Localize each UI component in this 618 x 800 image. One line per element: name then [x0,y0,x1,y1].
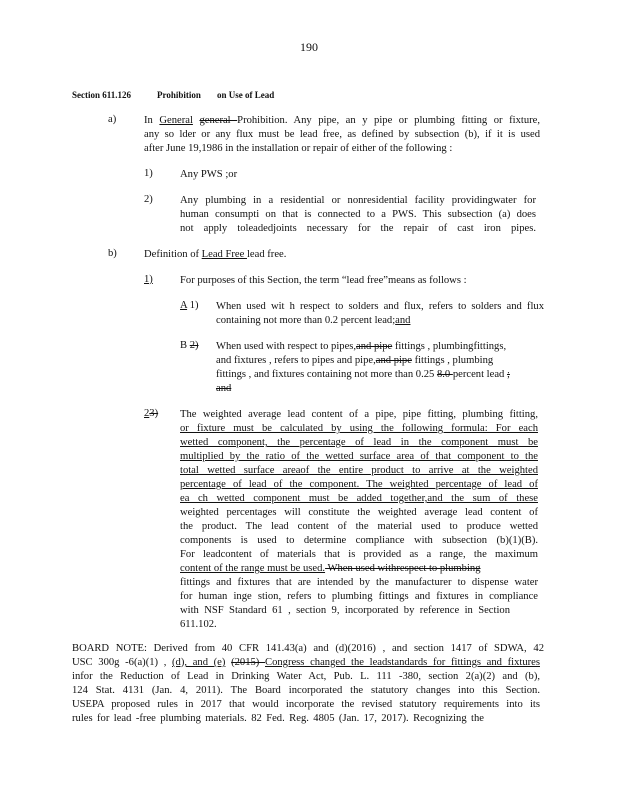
subsection-a-line-3: after June 19,1986 in the installation or repair of either of the following : [144,143,453,154]
item-a1-text: Any PWS ;or [180,169,238,180]
item-b2-line-10: components is used to determine compliance with subsection (b)(1)(B). [180,535,538,546]
deleted-text: and pipe [375,355,412,366]
item-b2-line-12 [180,562,481,576]
item-b2-line-15: with NSF Standard 61 , section 9, incorporated by reference in Section [180,605,510,616]
page-number: 190 [300,40,318,54]
item-b1-label: 1) [144,274,153,285]
section-title-prohibition: Prohibition [157,90,201,100]
item-b2-line-8: weighted percentages will constitute the weighted average lead content of [180,507,538,518]
item-b2-line-5: total wetted surface areaof the entire product to arrive at the weighted [180,465,538,476]
definition-heading: Definition of Lead Free lead free. [144,249,287,260]
board-note-line-2: USC 300g -6(a)(1) , (d), and (e) (2015) Congress changed the leadstandards for fittings and fixtures [72,657,540,668]
inserted-text: General [159,115,193,126]
item-b2-line-1: The weighted average lead content of a pipe, pipe fitting, plumbing fitting, [180,409,538,420]
item-b1-text: For purposes of this Section, the term “lead free”means as follows : [180,275,467,286]
item-b1a-label: A 1) [180,300,199,311]
inserted-text: Congress changed the leadstandards for fittings and fixtures [265,657,540,668]
deleted-text: (2015) [231,657,265,668]
item-b2-line-11: For leadcontent of materials that is provided as a range, the maximum [180,549,538,560]
item-a2-line-2: human consumpti on that is connected to a PWS. This subsection (a) does [180,209,536,220]
item-b2-line-2: or fixture must be calculated by using the following formula: For each [180,423,538,434]
subsection-a-line-1: In General general Prohibition. Any pipe, an y pipe or plumbing fitting or fixture, [144,115,540,126]
item-a2-line-3: not apply toleadedjoints necessary for the repair of cast iron pipes. [180,223,536,234]
item-b2-line-14: for human inge stion, refers to plumbing fittings and fixtures in compliance [180,591,538,602]
board-note-line-6: rules for lead -free plumbing materials. 82 Fed. Reg. 4805 (Jan. 17, 2017). Recognizing the [72,713,484,724]
subsection-a-line-2: any so lder or any flux must be lead free, as defined by subsection (b), if it is used [144,129,540,140]
deleted-text: ; [506,369,510,380]
item-b2-line-4: multiplied by the ratio of the wetted surface area of that component to the [180,451,538,462]
deleted-text: general [199,115,238,126]
item-b1b-line-3: fittings , and fixtures containing not more than 0.25 8.0 percent lead ; [216,369,510,380]
item-b1b-line-1: When used with respect to pipes,and pipe fittings , plumbingfittings, [216,341,507,352]
deleted-text: When used withrespect to plumbing [325,563,481,574]
deleted-text: and pipe [356,341,393,352]
item-b1a-line-2: containing not more than 0.2 percent lead;and [216,315,411,326]
board-note-line-1: BOARD NOTE: Derived from 40 CFR 141.43(a) and (d)(2016) , and section 1417 of SDWA, 42 [72,643,544,654]
subsection-b-label: b) [108,248,117,259]
item-b2-line-7: ea ch wetted component must be added together,and the sum of these [180,493,538,504]
inserted-text: (d), and (e) [172,657,226,668]
section-number: Section 611.126 [72,90,132,100]
item-b2-line-3: wetted component, the percentage of lead in the component must be [180,437,538,448]
board-note-line-4: 124 Stat. 4131 (Jan. 4, 2011). The Board incorporated the statutory changes into this Section. [72,685,540,696]
subsection-a-label: a) [108,114,117,125]
inserted-text: Lead Free [201,249,247,260]
deleted-text: 8.0 [436,369,453,380]
item-b2-line-16: 611.102. [180,619,217,630]
item-b1b-label: B 2) [180,340,199,351]
section-title-rest: on Use of Lead [217,90,275,100]
inserted-text: and [395,315,411,326]
inserted-text: content of the range must be used. [180,563,326,574]
item-b1b-line-4: and [216,383,232,394]
item-b2-line-9: the product. The lead content of the material used to produce wetted [180,521,538,532]
item-b1b-line-2: and fixtures , refers to pipes and pipe,and pipe fittings , plumbing [216,355,494,366]
item-a1-label: 1) [144,168,153,179]
item-b2-line-13: fittings and fixtures that are intended by the manufacturer to dispense water [180,577,538,588]
board-note-line-3: infor the Reduction of Lead in Drinking Water Act, Pub. L. 111 -380, section 2(a)(2) and (b), [72,671,540,682]
board-note-line-5: USEPA proposed rules in 2017 that would incorporate the revised statutory requirements into its [72,699,540,710]
item-b2-label: 23) [144,408,159,419]
item-b2-line-6: percentage of lead of the component. The weighted percentage of lead of [180,479,538,490]
item-a2-label: 2) [144,194,153,205]
item-a2-line-1: Any plumbing in a residential or nonresidential facility providingwater for [180,195,536,206]
item-b1a-line-1: When used wit h respect to solders and flux, refers to solders and flux [216,301,544,312]
